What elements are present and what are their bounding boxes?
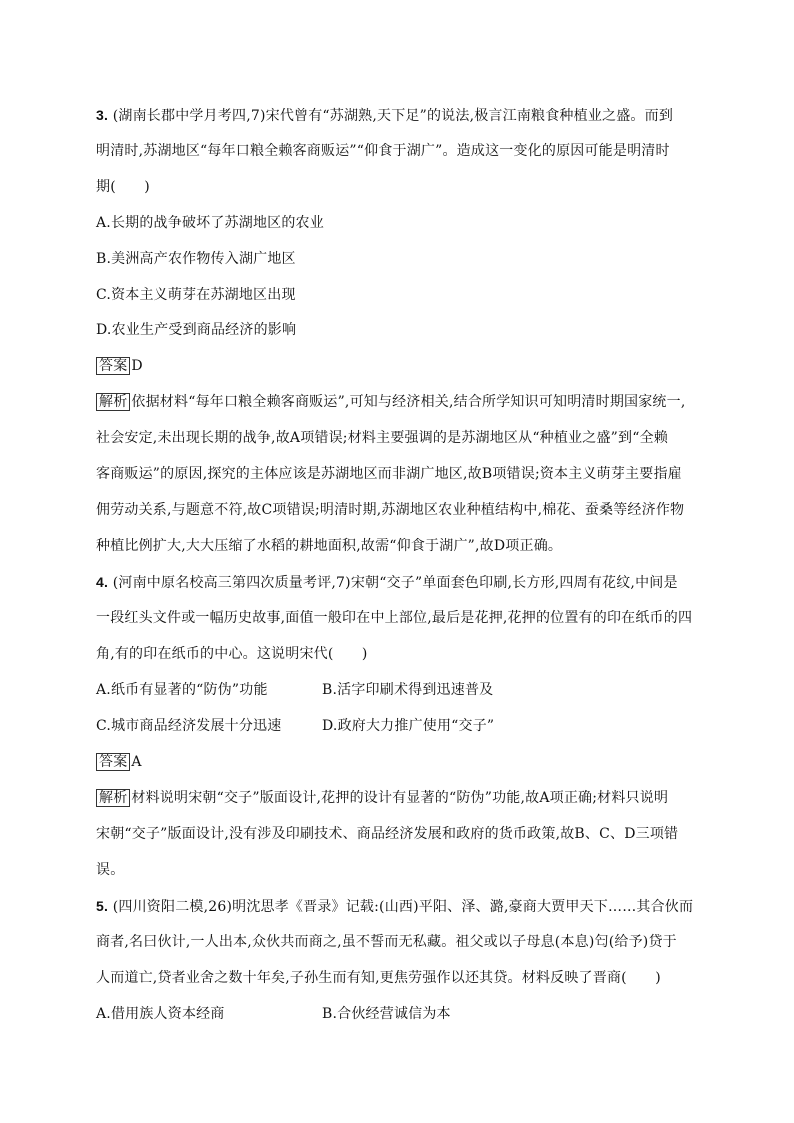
q3-analysis-line-2: 社会安定,未出现长期的战争,故A项错误;材料主要强调的是苏湖地区从“种植业之盛”到“全赖 — [96, 430, 668, 446]
q5-options-row-1 — [96, 1004, 696, 1024]
q3-analysis-line-5: 种植比例扩大,大大压缩了水稻的耕地面积,故需“仰食于湖广”,故D项正确。 — [96, 538, 563, 554]
q3-option-d: D.农业生产受到商品经济的影响 — [96, 322, 297, 338]
q3-analysis-line-1 — [96, 392, 685, 412]
analysis-text: 依据材料“每年口粮全赖客商贩运”,可知与经济相关,结合所学知识可知明清时期国家统一, — [131, 394, 686, 410]
q3-stem-line: (湖南长郡中学月考四,7)宋代曾有“苏湖熟,天下足”的说法,极言江南粮食种植业之盛。而到 — [112, 108, 674, 124]
q4-stem-line: (河南中原名校高三第四次质量考评,7)宋朝“交子”单面套色印刷,长方形,四周有花纹,中间是 — [112, 575, 678, 591]
q4-options-row-1 — [96, 680, 696, 700]
q5-line-2: 商者,名曰伙计,一人出本,众伙共而商之,虽不誓而无私藏。祖父或以子母息(本息)匄(给予)贷于 — [96, 934, 677, 950]
answer-tag: 答案 — [96, 753, 130, 771]
analysis-tag: 解析 — [96, 789, 130, 807]
analysis-text: 材料说明宋朝“交子”版面设计,花押的设计有显著的“防伪”功能,故A项正确;材料只说明 — [131, 790, 669, 806]
analysis-tag: 解析 — [96, 393, 130, 411]
q4-analysis-line-1 — [96, 788, 668, 808]
answer-value: D — [131, 358, 143, 374]
q3-analysis-line-4: 佣劳动关系,与题意不符,故C项错误;明清时期,苏湖地区农业种植结构中,棉花、蚕桑等经济作物 — [96, 502, 685, 518]
answer-tag: 答案 — [96, 357, 130, 375]
q3-option-a: A.长期的战争破坏了苏湖地区的农业 — [96, 215, 324, 231]
q3-line-2: 明清时,苏湖地区“每年口粮全赖客商贩运”“仰食于湖广”。造成这一变化的原因可能是明清时 — [96, 143, 670, 159]
q4-line-2: 一段红头文件或一幅历史故事,面值一般印在中上部位,最后是花押,花押的位置有的印在纸币的四 — [96, 610, 693, 626]
q4-analysis-line-2: 宋朝“交子”版面设计,没有涉及印刷技术、商品经济发展和政府的货币政策,故B、C、D三项错 — [96, 826, 679, 842]
q4-options-row-2 — [96, 716, 696, 736]
q5-line-1 — [96, 896, 693, 917]
q3-analysis-line-3: 客商贩运”的原因,探究的主体应该是苏湖地区而非湖广地区,故B项错误;资本主义萌芽主要指雇 — [96, 466, 682, 482]
q4-option-d: D.政府大力推广使用“交子” — [322, 718, 495, 734]
q5-stem-line: (四川资阳二模,26)明沈思孝《晋录》记载:(山西)平阳、泽、潞,豪商大贾甲天下……其合伙而 — [112, 899, 694, 915]
q4-line-1 — [96, 572, 678, 593]
q4-answer — [96, 752, 142, 772]
q4-line-3: 角,有的印在纸币的中心。这说明宋代( ) — [96, 646, 368, 662]
q4-option-c: C.城市商品经济发展十分迅速 — [96, 718, 282, 734]
q3-line-1 — [96, 105, 673, 126]
q3-answer — [96, 356, 143, 376]
q3-option-b: B.美洲高产农作物传入湖广地区 — [96, 251, 296, 267]
q4-option-b: B.活字印刷术得到迅速普及 — [322, 682, 494, 698]
q3-number: 3. — [96, 107, 109, 123]
q5-number: 5. — [96, 898, 109, 914]
q4-analysis-line-3: 误。 — [96, 862, 125, 878]
q5-option-a: A.借用族人资本经商 — [96, 1006, 225, 1022]
q3-line-3: 期( ) — [96, 179, 150, 195]
q4-number: 4. — [96, 574, 109, 590]
answer-value: A — [131, 754, 142, 770]
q5-line-3: 人而道亡,贷者业舍之数十年矣,子孙生而有知,更焦劳强作以还其贷。材料反映了晋商( ) — [96, 970, 661, 986]
q5-option-b: B.合伙经营诚信为本 — [322, 1006, 451, 1022]
q4-option-a: A.纸币有显著的“防伪”功能 — [96, 682, 268, 698]
q3-option-c: C.资本主义萌芽在苏湖地区出现 — [96, 287, 296, 303]
